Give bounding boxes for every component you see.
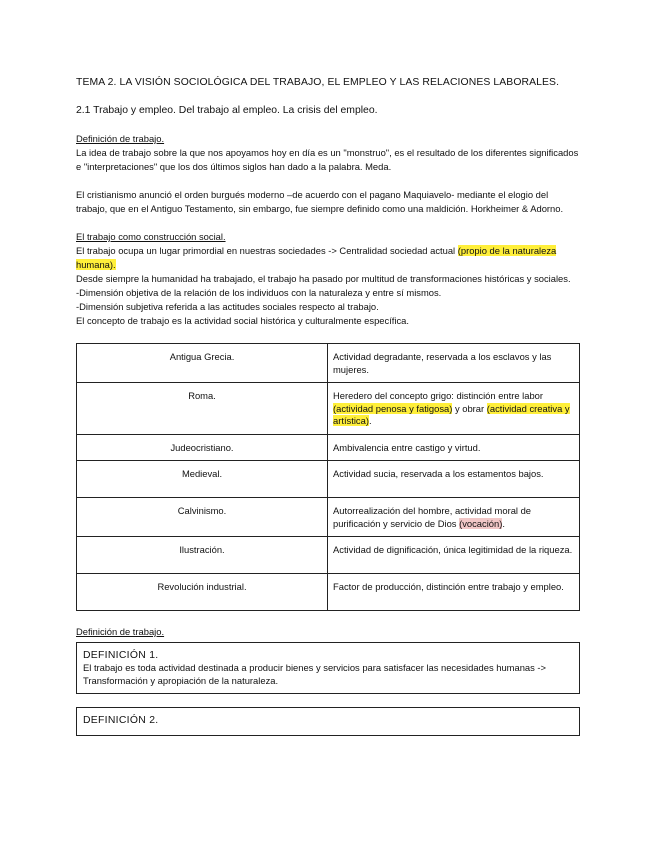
definition-1-title: DEFINICIÓN 1. xyxy=(83,650,159,661)
table-row xyxy=(77,537,580,574)
table-row xyxy=(77,498,580,537)
desc-text: . xyxy=(502,517,505,529)
definition-heading: Definición de trabajo. xyxy=(76,133,165,144)
description-cell: Ambivalencia entre castigo y virtud. xyxy=(328,434,580,461)
paragraph-objective: -Dimensión objetiva de la relación de los individuos con la naturaleza y entre sí mismos. xyxy=(76,287,442,298)
paragraph-meda: La idea de trabajo sobre la que nos apoyamos hoy en día es un "monstruo", es el resultado de los diferentes significados e "interpretaciones" que los dos últimos siglos han dado a la palabra. Meda. xyxy=(76,147,579,172)
desc-text: Autorrealización del hombre, actividad moral de purificación y servicio de Dios xyxy=(333,505,532,529)
paragraph-centrality xyxy=(76,244,580,272)
table-row xyxy=(77,461,580,498)
description-cell xyxy=(328,498,580,537)
description-cell: Actividad degradante, reservada a los esclavos y las mujeres. xyxy=(328,344,580,383)
period-cell: Antigua Grecia. xyxy=(77,344,328,383)
description-cell: Actividad sucia, reservada a los estamentos bajos. xyxy=(328,461,580,498)
desc-text: y obrar xyxy=(452,402,487,414)
table-row xyxy=(77,434,580,461)
paragraph-concept: El concepto de trabajo es la actividad social histórica y culturalmente específica. xyxy=(76,315,409,326)
definition-1-box xyxy=(76,642,580,694)
description-cell xyxy=(328,383,580,435)
highlight-creativa: (actividad creativa y artística) xyxy=(333,402,570,426)
spacer xyxy=(76,174,580,188)
period-cell: Judeocristiano. xyxy=(77,434,328,461)
definition-1-text: El trabajo es toda actividad destinada a producir bienes y servicios para satisfacer las necesidades humanas -> Transformación y apropiación de la naturaleza. xyxy=(83,662,547,686)
period-cell: Medieval. xyxy=(77,461,328,498)
description-cell: Actividad de dignificación, única legitimidad de la riqueza. xyxy=(328,537,580,574)
period-cell: Roma. xyxy=(77,383,328,435)
table-row xyxy=(77,574,580,611)
highlight-penosa: (actividad penosa y fatigosa) xyxy=(333,402,453,414)
table-row xyxy=(77,344,580,383)
spacer xyxy=(76,118,580,132)
paragraph-horkheimer: El cristianismo anunció el orden burgués moderno –de acuerdo con el pagano Maquiavelo- mediante el elogio del trabajo, que en el Antiguo Testamento, sin embargo, fue siempre definido como una maldición. Horkheimer & Adorno. xyxy=(76,189,564,214)
paragraph-history: Desde siempre la humanidad ha trabajado, el trabajo ha pasado por multitud de transformaciones históricas y sociales. xyxy=(76,273,571,284)
document-title: TEMA 2. LA VISIÓN SOCIOLÓGICA DEL TRABAJO, EL EMPLEO Y LAS RELACIONES LABORALES. xyxy=(76,77,560,88)
period-cell: Calvinismo. xyxy=(77,498,328,537)
period-cell: Revolución industrial. xyxy=(77,574,328,611)
highlight-vocacion: (vocación) xyxy=(459,517,503,529)
table-row xyxy=(77,383,580,435)
section-subtitle: 2.1 Trabajo y empleo. Del trabajo al empleo. La crisis del empleo. xyxy=(76,105,378,116)
period-cell: Ilustración. xyxy=(77,537,328,574)
paragraph-subjective: -Dimensión subjetiva referida a las actitudes sociales respecto al trabajo. xyxy=(76,301,379,312)
definition-heading-2: Definición de trabajo. xyxy=(76,626,165,637)
spacer xyxy=(76,216,580,230)
centrality-text: El trabajo ocupa un lugar primordial en nuestras sociedades -> Centralidad sociedad actual xyxy=(76,245,458,256)
document-page xyxy=(76,76,580,736)
highlight-human-nature: (propio de la naturaleza humana). xyxy=(76,245,557,270)
history-table xyxy=(76,343,580,611)
social-construction-heading: El trabajo como construcción social. xyxy=(76,231,226,242)
description-cell: Factor de producción, distinción entre trabajo y empleo. xyxy=(328,574,580,611)
definition-2-title: DEFINICIÓN 2. xyxy=(83,715,159,726)
desc-text: Heredero del concepto grigo: distinción entre labor xyxy=(333,390,544,401)
desc-text: . xyxy=(368,415,372,426)
definition-2-box xyxy=(76,707,580,736)
